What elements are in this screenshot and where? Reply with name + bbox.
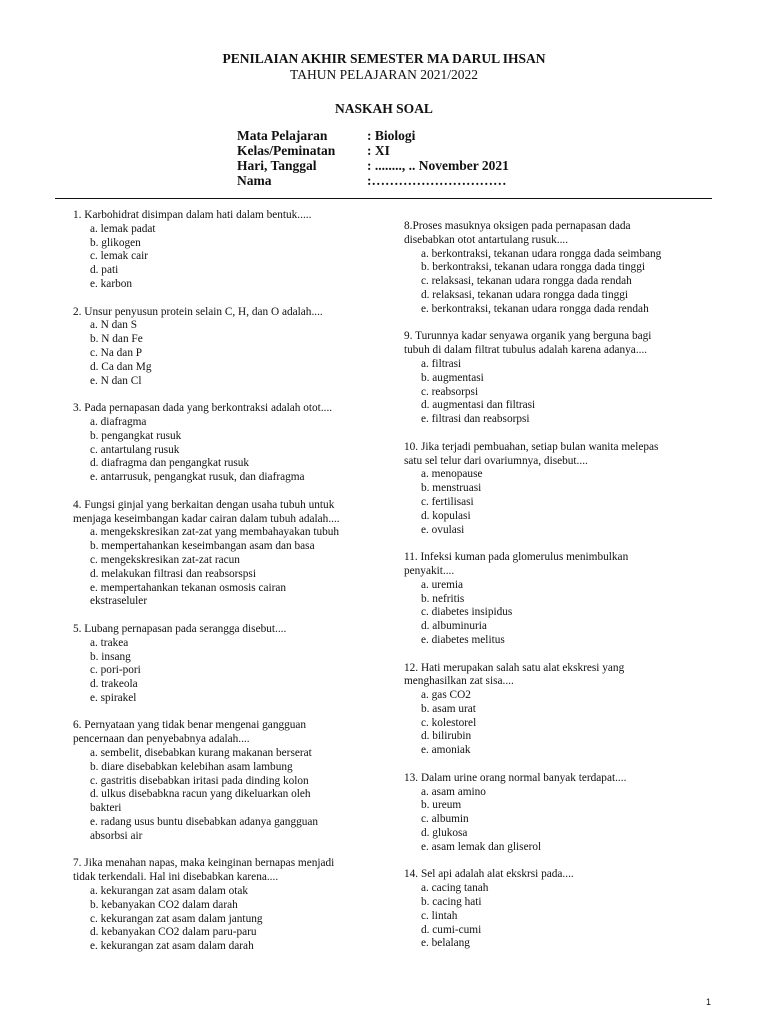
option-text: absorbsi air [90, 829, 143, 842]
answer-option [404, 689, 704, 703]
question-4 [73, 499, 388, 609]
answer-option [73, 692, 388, 706]
option-text: a. cacing tanah [421, 882, 489, 895]
question-text: menghasilkan zat sisa.... [404, 675, 514, 688]
answer-option [73, 333, 388, 347]
option-text: c. reabsorpsi [421, 385, 479, 398]
answer-option [404, 261, 704, 275]
question-text: 7. Jika menahan napas, maka keinginan bernapas menjadi [73, 857, 335, 870]
answer-option [404, 593, 704, 607]
question-11 [404, 551, 704, 648]
info-label: Mata Pelajaran [237, 128, 328, 143]
info-label: Kelas/Peminatan [237, 143, 336, 158]
question-text: penyakit.... [404, 564, 455, 577]
question-text: 5. Lubang pernapasan pada serangga disebut.... [73, 622, 287, 635]
question-text: 9. Turunnya kadar senyawa organik yang berguna bagi [404, 330, 652, 343]
option-text: d. glukosa [421, 827, 468, 840]
answer-option [73, 347, 388, 361]
question-6 [73, 719, 388, 843]
answer-option [404, 358, 704, 372]
answer-option [73, 554, 388, 568]
answer-option [73, 471, 388, 485]
answer-option [73, 416, 388, 430]
option-text: b. pengangkat rusuk [90, 429, 182, 442]
question-text: 8.Proses masuknya oksigen pada pernapasan dada [404, 220, 631, 232]
question-text: tubuh di dalam filtrat tubulus adalah karena adanya.... [404, 344, 648, 357]
question-5 [73, 623, 388, 706]
option-text: e. mempertahankan tekanan osmosis cairan [90, 581, 287, 594]
answer-option [73, 250, 388, 264]
question-text: 11. Infeksi kuman pada glomerulus menimbulkan [404, 551, 629, 564]
question-8 [404, 220, 704, 317]
question-text: 6. Pernyataan yang tidak benar mengenai gangguan [73, 719, 307, 732]
option-text: e. berkontraksi, tekanan udara rongga dada rendah [421, 302, 649, 315]
option-text: c. mengekskresikan zat-zat racun [90, 553, 240, 566]
question-7 [73, 857, 388, 954]
answer-option [404, 510, 704, 524]
option-text: b. asam urat [421, 702, 476, 715]
option-text: d. albuminuria [421, 620, 487, 633]
option-text: c. gastritis disebabkan iritasi pada dinding kolon [90, 774, 309, 787]
option-text: c. albumin [421, 813, 469, 826]
answer-option [73, 430, 388, 444]
answer-option [73, 651, 388, 665]
question-10 [404, 441, 704, 538]
option-text: e. belalang [421, 937, 470, 950]
answer-option [404, 896, 704, 910]
answer-option [404, 799, 704, 813]
info-value: :………………………… [367, 173, 507, 188]
answer-option [73, 278, 388, 292]
option-text: b. insang [90, 650, 131, 663]
answer-option [73, 375, 388, 389]
answer-option [404, 910, 704, 924]
option-text: c. Na dan P [90, 346, 143, 359]
question-text: 12. Hati merupakan salah satu alat ekskresi yang [404, 661, 625, 674]
option-text: b. ureum [421, 799, 462, 812]
document-header [0, 51, 768, 117]
answer-option [73, 885, 388, 899]
option-text: c. fertilisasi [421, 495, 474, 508]
option-text: e. spirakel [90, 691, 137, 704]
answer-option [73, 457, 388, 471]
option-text: e. antarrusuk, pengangkat rusuk, dan diafragma [90, 471, 305, 484]
answer-option [404, 730, 704, 744]
info-row-date [237, 158, 509, 173]
answer-option [404, 924, 704, 938]
answer-option [73, 361, 388, 375]
option-text: c. pori-pori [90, 664, 141, 677]
answer-option [73, 926, 388, 940]
option-text: b. glikogen [90, 236, 141, 249]
option-text: b. menstruasi [421, 482, 482, 495]
question-text: disebabkan otot antartulang rusuk.... [404, 233, 569, 246]
answer-option [73, 237, 388, 251]
answer-option [73, 319, 388, 333]
option-text: d. melakukan filtrasi dan reabsorspsi [90, 567, 256, 580]
answer-option [404, 717, 704, 731]
option-text: a. sembelit, disebabkan kurang makanan berserat [90, 747, 312, 760]
answer-option [73, 637, 388, 651]
question-text: satu sel telur dari ovariumnya, disebut.... [404, 454, 588, 467]
option-text: e. N dan Cl [90, 374, 142, 387]
option-text: a. gas CO2 [421, 689, 471, 702]
answer-option [73, 264, 388, 278]
answer-option [73, 568, 388, 582]
info-row-subject [237, 128, 509, 143]
option-text: a. mengekskresikan zat-zat yang membahayakan tubuh [90, 526, 340, 539]
option-text: b. augmentasi [421, 371, 484, 384]
answer-option [404, 786, 704, 800]
option-text: d. pati [90, 264, 119, 277]
option-text: e. diabetes melitus [421, 633, 505, 646]
answer-option [404, 841, 704, 855]
document-subtitle: NASKAH SOAL [335, 101, 433, 116]
question-text: menjaga keseimbangan kadar cairan dalam tubuh adalah.... [73, 512, 340, 525]
option-text: c. kolestorel [421, 716, 477, 729]
answer-option [404, 386, 704, 400]
answer-option [73, 788, 388, 816]
option-text: d. augmentasi dan filtrasi [421, 399, 536, 412]
answer-option [404, 275, 704, 289]
info-label: Hari, Tanggal [237, 158, 317, 173]
option-text: a. N dan S [90, 319, 138, 332]
info-value: : XI [367, 143, 390, 158]
answer-option [404, 468, 704, 482]
answer-option [404, 372, 704, 386]
answer-option [73, 664, 388, 678]
option-text: b. diare disebabkan kelebihan asam lambung [90, 760, 293, 773]
option-text: e. karbon [90, 277, 133, 290]
option-text: d. kopulasi [421, 509, 471, 522]
answer-option [73, 775, 388, 789]
answer-option [404, 496, 704, 510]
question-text: 4. Fungsi ginjal yang berkaitan dengan usaha tubuh untuk [73, 498, 335, 511]
option-text: a. lemak padat [90, 222, 156, 235]
answer-option [73, 747, 388, 761]
question-text: pencernaan dan penyebabnya adalah.... [73, 733, 250, 746]
question-1 [73, 209, 388, 292]
answer-option [73, 582, 388, 610]
option-text: a. trakea [90, 636, 129, 649]
answer-option [404, 744, 704, 758]
answer-option [404, 303, 704, 317]
question-text: 10. Jika terjadi pembuahan, setiap bulan wanita melepas [404, 440, 659, 453]
option-text: ekstraseluler [90, 595, 148, 608]
info-value: : Biologi [367, 128, 416, 143]
option-text: b. nefritis [421, 592, 465, 605]
answer-option [404, 634, 704, 648]
answer-option [404, 882, 704, 896]
answer-option [404, 703, 704, 717]
answer-option [404, 399, 704, 413]
answer-option [404, 524, 704, 538]
questions-column-right [404, 220, 704, 965]
answer-option [404, 813, 704, 827]
option-text: e. filtrasi dan reabsorpsi [421, 413, 530, 426]
answer-option [404, 482, 704, 496]
option-text: bakteri [90, 802, 122, 815]
option-text: e. radang usus buntu disebabkan adanya gangguan [90, 816, 319, 829]
option-text: b. berkontraksi, tekanan udara rongga dada tinggi [421, 261, 645, 274]
question-12 [404, 662, 704, 759]
option-text: a. filtrasi [421, 357, 462, 370]
answer-option [73, 940, 388, 954]
academic-year: TAHUN PELAJARAN 2021/2022 [290, 67, 478, 82]
question-13 [404, 772, 704, 855]
answer-option [73, 678, 388, 692]
answer-option [73, 761, 388, 775]
answer-option [73, 223, 388, 237]
answer-option [73, 816, 388, 844]
option-text: d. cumi-cumi [421, 923, 482, 936]
option-text: c. lemak cair [90, 250, 149, 263]
option-text: d. kebanyakan CO2 dalam paru-paru [90, 926, 257, 939]
option-text: c. diabetes insipidus [421, 606, 513, 619]
option-text: d. relaksasi, tekanan udara rongga dada tinggi [421, 288, 629, 301]
option-text: c. lintah [421, 909, 458, 922]
answer-option [404, 937, 704, 951]
info-row-class [237, 143, 509, 158]
option-text: c. antartulang rusuk [90, 443, 180, 456]
answer-option [73, 526, 388, 540]
answer-option [404, 606, 704, 620]
exam-title: PENILAIAN AKHIR SEMESTER MA DARUL IHSAN [222, 51, 546, 66]
answer-option [404, 827, 704, 841]
answer-option [404, 289, 704, 303]
question-2 [73, 306, 388, 389]
answer-option [73, 540, 388, 554]
option-text: e. amoniak [421, 744, 471, 757]
exam-info [237, 128, 509, 188]
header-divider [55, 198, 712, 199]
answer-option [404, 248, 704, 262]
option-text: b. cacing hati [421, 896, 482, 909]
answer-option [73, 444, 388, 458]
option-text: c. kekurangan zat asam dalam jantung [90, 912, 263, 925]
question-9 [404, 330, 704, 427]
question-text: 1. Karbohidrat disimpan dalam hati dalam bentuk..... [73, 209, 312, 221]
option-text: a. kekurangan zat asam dalam otak [90, 885, 249, 898]
option-text: d. ulkus disebabkna racun yang dikeluarkan oleh [90, 788, 311, 801]
question-text: 3. Pada pernapasan dada yang berkontraksi adalah otot.... [73, 402, 333, 415]
question-text: 2. Unsur penyusun protein selain C, H, dan O adalah.... [73, 305, 323, 318]
question-text: 14. Sel api adalah alat ekskrsi pada.... [404, 868, 574, 881]
option-text: a. berkontraksi, tekanan udara rongga dada seimbang [421, 247, 662, 260]
answer-option [404, 579, 704, 593]
option-text: a. menopause [421, 468, 483, 481]
option-text: c. relaksasi, tekanan udara rongga dada rendah [421, 275, 632, 288]
option-text: d. Ca dan Mg [90, 360, 152, 373]
info-value: : ........, .. November 2021 [367, 158, 509, 173]
option-text: e. kekurangan zat asam dalam darah [90, 940, 254, 953]
option-text: e. asam lemak dan gliserol [421, 840, 542, 853]
option-text: b. kebanyakan CO2 dalam darah [90, 898, 238, 911]
page-number: 1 [706, 997, 712, 1007]
option-text: b. mempertahankan keseimbangan asam dan basa [90, 540, 315, 553]
option-text: d. bilirubin [421, 730, 472, 743]
option-text: e. ovulasi [421, 523, 465, 536]
option-text: d. trakeola [90, 678, 138, 691]
option-text: a. diafragma [90, 415, 147, 428]
option-text: d. diafragma dan pengangkat rusuk [90, 457, 250, 470]
answer-option [73, 913, 388, 927]
question-text: 13. Dalam urine orang normal banyak terdapat.... [404, 771, 627, 784]
info-label: Nama [237, 173, 272, 188]
question-3 [73, 402, 388, 485]
answer-option [73, 899, 388, 913]
option-text: a. asam amino [421, 785, 486, 798]
answer-option [404, 620, 704, 634]
option-text: a. uremia [421, 578, 464, 591]
option-text: b. N dan Fe [90, 333, 143, 346]
answer-option [404, 413, 704, 427]
question-text: tidak terkendali. Hal ini disebabkan karena.... [73, 871, 279, 884]
questions-column-left [73, 209, 388, 968]
info-row-name [237, 173, 509, 188]
question-14 [404, 868, 704, 951]
